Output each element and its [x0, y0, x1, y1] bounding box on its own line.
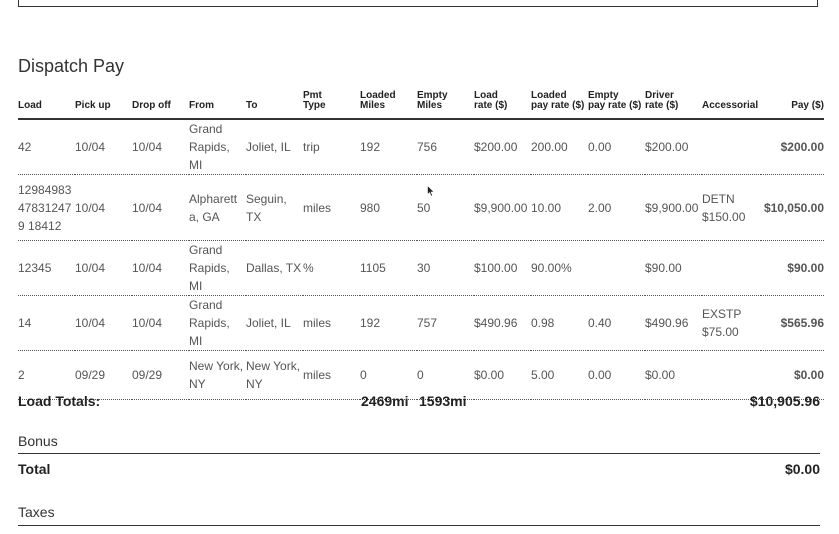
empty-miles-cell: 0 [417, 351, 474, 400]
pmt-type-cell: miles [303, 175, 360, 241]
load-cell: 12984983478312479 18412 [18, 175, 75, 241]
to-cell: Seguin, TX [246, 175, 303, 241]
column-header: Load rate ($) [474, 91, 531, 119]
loaded-pay-rate-cell: 90.00% [531, 241, 588, 296]
table-row [18, 119, 824, 175]
loaded-pay-rate-cell: 0.98 [531, 296, 588, 351]
empty-miles-cell: 756 [417, 119, 474, 175]
column-header: Pmt Type [303, 91, 360, 119]
load-rate-cell: $490.96 [474, 296, 531, 351]
empty-pay-rate-cell [588, 241, 645, 296]
bonus-title: Bonus [18, 433, 58, 449]
pickup-cell: 10/04 [75, 119, 132, 175]
empty-miles-cell: 50 [417, 175, 474, 241]
loaded-miles-cell: 0 [360, 351, 417, 400]
column-header: Pick up [75, 91, 132, 119]
to-cell: Dallas, TX [246, 241, 303, 296]
driver-rate-cell: $0.00 [645, 351, 702, 400]
accessorial-cell: EXSTP $75.00 [702, 296, 761, 351]
from-cell: Grand Rapids, MI [189, 296, 246, 351]
pmt-type-cell: trip [303, 119, 360, 175]
taxes-title: Taxes [18, 504, 55, 520]
empty-miles-cell: 757 [417, 296, 474, 351]
from-cell: Grand Rapids, MI [189, 119, 246, 175]
accessorial-cell: DETN $150.00 [702, 175, 761, 241]
total-loaded-miles: 2469mi [361, 393, 409, 409]
total-pay: $10,905.96 [749, 393, 820, 409]
dispatch-pay-table [18, 91, 824, 400]
pickup-cell: 10/04 [75, 175, 132, 241]
from-cell: New York, NY [189, 351, 246, 400]
pay-cell: $90.00 [761, 241, 824, 296]
load-cell: 12345 [18, 241, 75, 296]
dropoff-cell: 10/04 [132, 241, 189, 296]
pickup-cell: 10/04 [75, 241, 132, 296]
load-cell: 2 [18, 351, 75, 400]
bonus-total-value: $0.00 [784, 461, 820, 477]
mouse-cursor-icon [427, 185, 435, 197]
to-cell: Joliet, IL [246, 119, 303, 175]
dropoff-cell: 10/04 [132, 296, 189, 351]
table-row [18, 241, 824, 296]
load-rate-cell: $9,900.00 [474, 175, 531, 241]
empty-miles-cell: 30 [417, 241, 474, 296]
from-cell: Grand Rapids, MI [189, 241, 246, 296]
bonus-total-label: Total [18, 461, 51, 477]
driver-rate-cell: $9,900.00 [645, 175, 702, 241]
load-cell: 14 [18, 296, 75, 351]
to-cell: Joliet, IL [246, 296, 303, 351]
loaded-pay-rate-cell: 5.00 [531, 351, 588, 400]
column-header: From [189, 91, 246, 119]
pay-cell: $200.00 [761, 119, 824, 175]
pickup-cell: 09/29 [75, 351, 132, 400]
pay-cell: $565.96 [761, 296, 824, 351]
dispatch-pay-title: Dispatch Pay [18, 56, 125, 76]
dropoff-cell: 10/04 [132, 175, 189, 241]
accessorial-cell [702, 241, 761, 296]
driver-rate-cell: $490.96 [645, 296, 702, 351]
loaded-miles-cell: 192 [360, 119, 417, 175]
pmt-type-cell: % [303, 241, 360, 296]
empty-pay-rate-cell: 0.00 [588, 119, 645, 175]
table-header-row [18, 91, 824, 119]
empty-pay-rate-cell: 2.00 [588, 175, 645, 241]
loaded-miles-cell: 980 [360, 175, 417, 241]
column-header: To [246, 91, 303, 119]
column-header: Loaded Miles [360, 91, 417, 119]
load-rate-cell: $100.00 [474, 241, 531, 296]
load-cell: 42 [18, 119, 75, 175]
column-header: Load [18, 91, 75, 119]
pmt-type-cell: miles [303, 296, 360, 351]
column-header: Empty pay rate ($) [588, 91, 645, 119]
column-header: Loaded pay rate ($) [531, 91, 588, 119]
pmt-type-cell: miles [303, 351, 360, 400]
dropoff-cell: 09/29 [132, 351, 189, 400]
accessorial-cell [702, 119, 761, 175]
pay-cell: $10,050.00 [761, 175, 824, 241]
dropoff-cell: 10/04 [132, 119, 189, 175]
bonus-total-row [18, 461, 820, 479]
loaded-pay-rate-cell: 200.00 [531, 119, 588, 175]
from-cell: Alpharetta, GA [189, 175, 246, 241]
previous-section-box [18, 0, 818, 7]
column-header: Driver rate ($) [645, 91, 702, 119]
pay-cell: $0.00 [761, 351, 824, 400]
load-totals-label: Load Totals: [18, 393, 101, 409]
load-rate-cell: $0.00 [474, 351, 531, 400]
column-header: Drop off [132, 91, 189, 119]
pickup-cell: 10/04 [75, 296, 132, 351]
column-header: Pay ($) [761, 91, 824, 119]
empty-pay-rate-cell: 0.00 [588, 351, 645, 400]
driver-rate-cell: $90.00 [645, 241, 702, 296]
divider [18, 453, 820, 454]
to-cell: New York, NY [246, 351, 303, 400]
column-header: Accessorial [702, 91, 761, 119]
loaded-pay-rate-cell: 10.00 [531, 175, 588, 241]
table-row [18, 175, 824, 241]
driver-rate-cell: $200.00 [645, 119, 702, 175]
table-row [18, 296, 824, 351]
divider [18, 525, 820, 526]
load-rate-cell: $200.00 [474, 119, 531, 175]
column-header: Empty Miles [417, 91, 474, 119]
loaded-miles-cell: 1105 [360, 241, 417, 296]
empty-pay-rate-cell: 0.40 [588, 296, 645, 351]
load-totals-row [18, 393, 820, 411]
total-empty-miles: 1593mi [419, 393, 467, 409]
loaded-miles-cell: 192 [360, 296, 417, 351]
